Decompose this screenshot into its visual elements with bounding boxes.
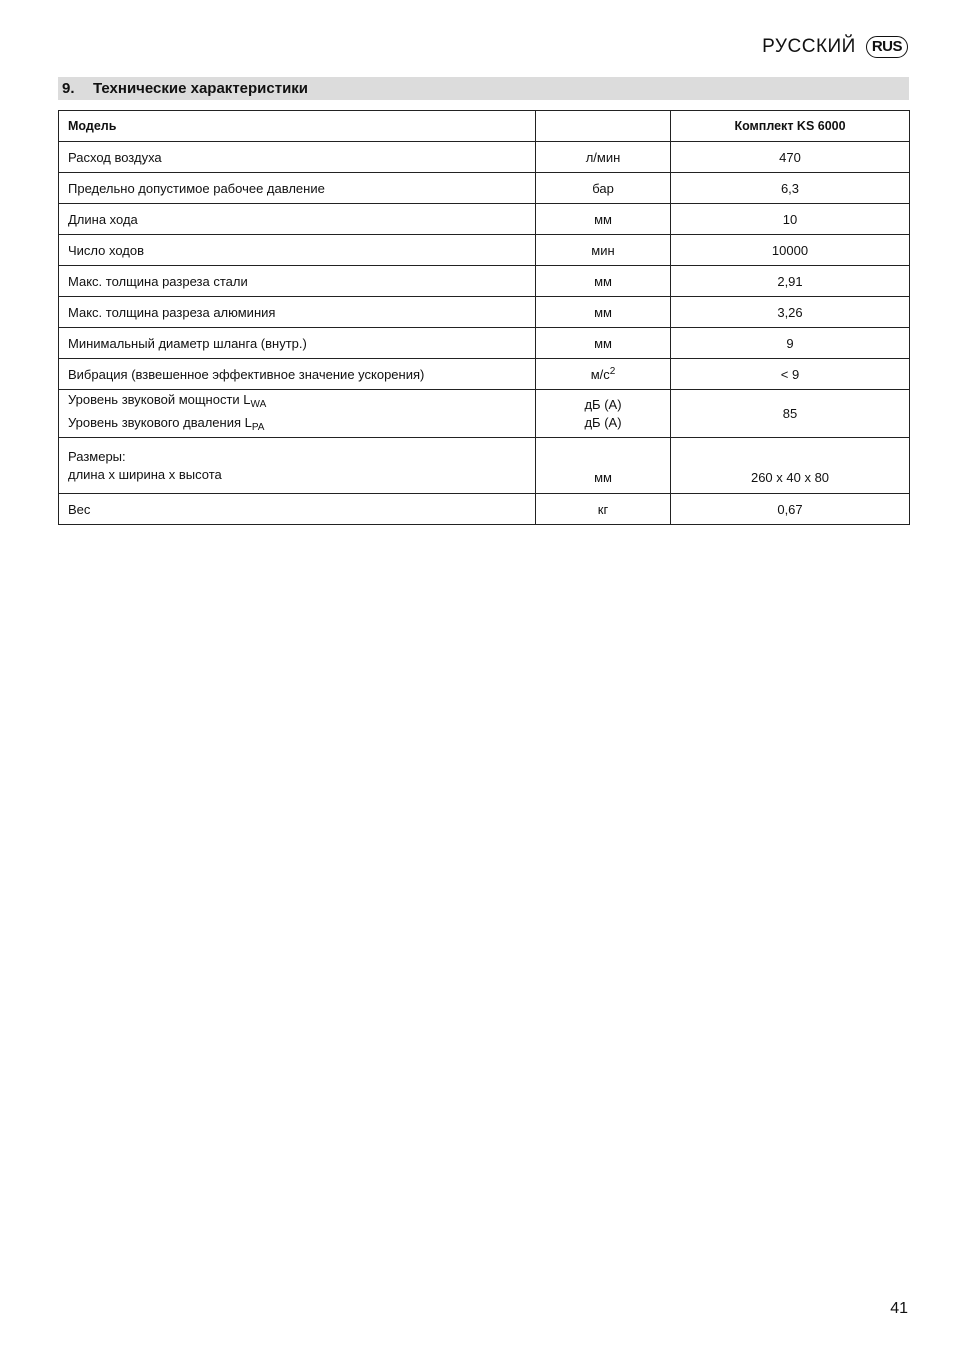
table-row — [59, 173, 910, 204]
row-label: Вибрация (взвешенное эффективное значение ускорения) — [59, 359, 536, 390]
row-unit: мм — [536, 266, 671, 297]
dimensions-label-cell — [59, 438, 536, 494]
row-unit: мм — [536, 204, 671, 235]
row-unit: мм — [536, 328, 671, 359]
row-unit: л/мин — [536, 142, 671, 173]
table-row — [59, 297, 910, 328]
sound-pressure-text: Уровень звукового дваления L — [68, 414, 252, 430]
row-label: Длина хода — [59, 204, 536, 235]
row-value: 470 — [671, 142, 910, 173]
row-label: Число ходов — [59, 235, 536, 266]
header-value-cell: Комплект KS 6000 — [671, 111, 910, 142]
dimensions-label-line1: Размеры: — [68, 448, 126, 464]
sound-power-subscript: WA — [250, 398, 267, 410]
row-unit: мин — [536, 235, 671, 266]
dimensions-label-line2: длина x ширина x высота — [68, 466, 222, 482]
row-label: Минимальный диаметр шланга (внутр.) — [59, 328, 536, 359]
table-row — [59, 328, 910, 359]
row-value: 3,26 — [671, 297, 910, 328]
table-row — [59, 235, 910, 266]
row-unit: кг — [536, 494, 671, 525]
sound-power-unit: дБ (A) — [584, 396, 622, 412]
language-name: РУССКИЙ — [762, 36, 856, 57]
table-row — [59, 494, 910, 525]
header-unit-cell — [536, 111, 671, 142]
row-label: Макс. толщина разреза стали — [59, 266, 536, 297]
row-value: 6,3 — [671, 173, 910, 204]
sound-value: 85 — [671, 390, 910, 438]
page-number: 41 — [890, 1300, 908, 1317]
row-value: 2,91 — [671, 266, 910, 297]
language-badge: RUS — [866, 36, 908, 58]
sound-power-label — [68, 391, 526, 414]
table-row-dimensions — [59, 438, 910, 494]
unit-base: м/с — [590, 367, 610, 382]
sound-pressure-subscript: PA — [251, 421, 265, 433]
row-label: Вес — [59, 494, 536, 525]
row-value: 10 — [671, 204, 910, 235]
table-row — [59, 142, 910, 173]
row-unit — [536, 359, 671, 390]
section-title: Технические характеристики — [93, 80, 309, 97]
row-label: Расход воздуха — [59, 142, 536, 173]
table-row-sound — [59, 390, 910, 438]
language-header — [762, 36, 908, 58]
sound-label-cell — [59, 390, 536, 438]
dimensions-unit: мм — [536, 438, 671, 494]
sound-pressure-unit: дБ (A) — [584, 414, 622, 430]
table-row — [59, 359, 910, 390]
row-value: 0,67 — [671, 494, 910, 525]
spec-table — [58, 110, 910, 525]
sound-power-text: Уровень звуковой мощности L — [68, 391, 251, 407]
dimensions-value: 260 x 40 x 80 — [671, 438, 910, 494]
row-label: Макс. толщина разреза алюминия — [59, 297, 536, 328]
row-value: < 9 — [671, 359, 910, 390]
header-model-cell: Модель — [59, 111, 536, 142]
row-value: 10000 — [671, 235, 910, 266]
section-number: 9. — [62, 80, 75, 97]
section-heading — [58, 77, 909, 100]
table-header-row — [59, 111, 910, 142]
sound-unit-cell — [536, 390, 671, 438]
sound-pressure-label — [68, 414, 526, 437]
row-label: Предельно допустимое рабочее давление — [59, 173, 536, 204]
table-row — [59, 204, 910, 235]
unit-superscript: 2 — [609, 366, 616, 377]
row-unit: бар — [536, 173, 671, 204]
table-row — [59, 266, 910, 297]
row-value: 9 — [671, 328, 910, 359]
row-unit: мм — [536, 297, 671, 328]
